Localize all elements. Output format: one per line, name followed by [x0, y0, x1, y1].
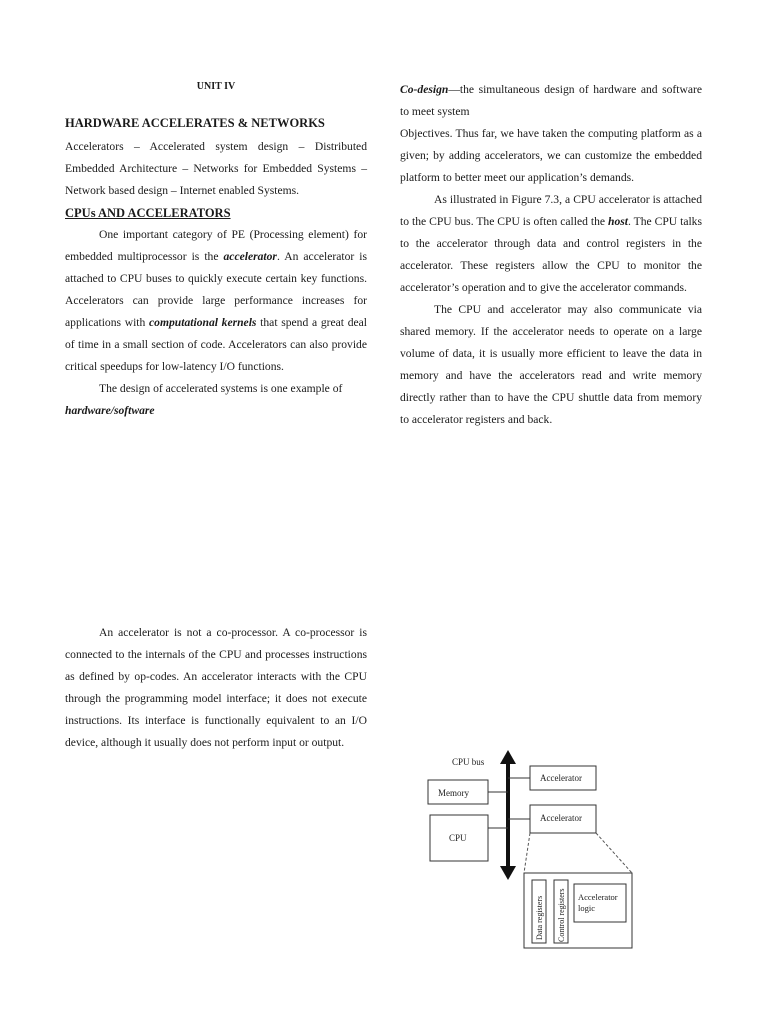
- term-codesign: Co-design: [400, 83, 449, 96]
- paragraph-objectives: Objectives. Thus far, we have taken the computing platform as a given; by adding accelerators, we can customize the embedded platform to better meet our application’s demands.: [400, 127, 702, 184]
- paragraph-design: [65, 378, 367, 422]
- unit-title: UNIT IV: [196, 81, 236, 92]
- term-hardware-software: hardware/software: [65, 404, 155, 417]
- paragraph-accelerator-intro: [65, 224, 367, 378]
- text-run: —the simultaneous design of hardware and software to meet system: [400, 83, 702, 118]
- paragraph-co-processor: An accelerator is not a co-processor. A co-processor is connected to the internals of the CPU and processes instructions as defined by op-codes. An accelerator interacts with the CPU through the programming model interface; it does not execute instructions. Its interface is functionally equivalent to an I/O device, although it usually does not perform input or output.: [65, 626, 367, 749]
- zoom-line-left: [524, 833, 530, 873]
- paragraph-shared-memory: The CPU and accelerator may also communicate via shared memory. If the accelerator needs to operate on a large volume of data, it is usually more efficient to leave the data in memory and have the accelerators read and write memory directly rather than to have the CPU shuttle data from memory to accelerator registers and back.: [400, 303, 702, 426]
- accelerator-mid-label: Accelerator: [540, 813, 582, 823]
- text-run: As illustrated in Figure 7.3, a CPU accelerator is attached to the CPU bus. The CPU is often called the: [400, 193, 702, 228]
- zoom-line-right: [596, 833, 632, 873]
- topics-paragraph: Accelerators – Accelerated system design – Distributed Embedded Architecture – Networks for Embedded Systems – Network based design – Internet enabled Systems.: [65, 140, 367, 197]
- accelerator-diagram: [420, 750, 720, 980]
- main-heading: HARDWARE ACCELERATES & NETWORKS: [65, 116, 325, 130]
- text-run: that spend a great deal of time in a small section of code. Accelerators can also provide critical speedups for low-latency I/O functions.: [65, 316, 367, 373]
- term-accelerator: accelerator: [223, 250, 277, 263]
- text-run: One important category of PE (Processing element) for embedded multiprocessor is the: [65, 228, 367, 263]
- memory-label: Memory: [438, 788, 469, 798]
- text-run: . The CPU talks to the accelerator through data and control registers in the accelerator. These registers allow the CPU to monitor the accelerator’s operation and to give the accelerator commands.: [400, 215, 702, 294]
- term-host: host: [608, 215, 628, 228]
- bus-arrow-up: [500, 750, 516, 764]
- paragraph-codesign: [400, 79, 702, 123]
- control-registers-label: Control registers: [557, 888, 566, 942]
- text-run: The design of accelerated systems is one example of: [99, 382, 343, 395]
- cpu-label: CPU: [449, 833, 467, 843]
- left-column: [65, 76, 367, 422]
- data-registers-label: Data registers: [535, 895, 544, 940]
- right-column: [400, 79, 702, 431]
- paragraph-figure-ref: [400, 189, 702, 299]
- text-run: . An accelerator is attached to CPU buses to quickly execute certain key functions. Accelerators can provide large performance increases for applications with: [65, 250, 367, 329]
- accelerator-logic-label-2: logic: [578, 903, 595, 913]
- section-heading: CPUs AND ACCELERATORS: [65, 206, 231, 220]
- cpu-bus-label: CPU bus: [452, 757, 485, 767]
- accelerator-top-label: Accelerator: [540, 773, 582, 783]
- accelerator-logic-label-1: Accelerator: [578, 892, 618, 902]
- bus-arrow-down: [500, 866, 516, 880]
- term-computational-kernels: computational kernels: [149, 316, 257, 329]
